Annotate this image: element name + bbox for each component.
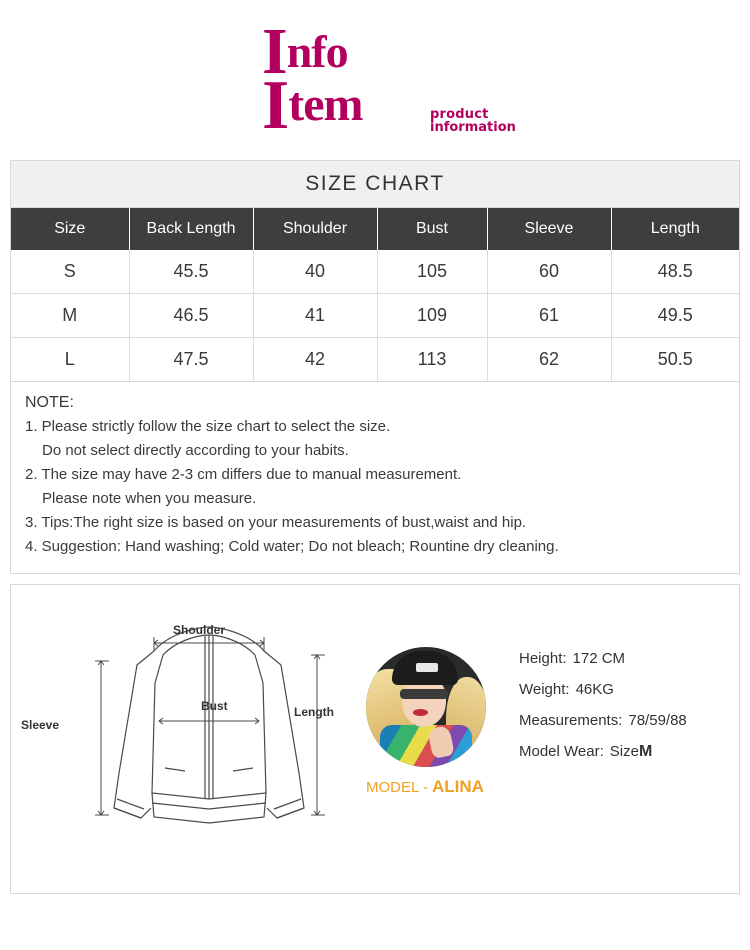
table-row: [11, 338, 739, 382]
spec-model-wear-value: Size: [609, 743, 639, 760]
spec-height-label: Height:: [519, 650, 567, 667]
table-header-row: [11, 208, 739, 250]
spec-measurements-label: Measurements:: [519, 712, 623, 729]
note-line-4: 4. Suggestion: Hand washing; Cold water; Do not bleach; Rountine dry cleaning.: [25, 538, 559, 555]
cell-size: L: [11, 338, 129, 382]
spec-model-wear-size: M: [638, 743, 653, 760]
cell-sleeve: 62: [487, 338, 611, 382]
sunglasses-icon: [400, 689, 448, 699]
logo-initial-i-2: I: [262, 67, 289, 144]
note-line-2: 2. The size may have 2-3 cm differs due to manual measurement.: [25, 466, 462, 483]
spec-height-value: 172 CM: [572, 650, 626, 667]
model-avatar: [366, 647, 486, 767]
column-header-sleeve: Sleeve: [487, 208, 611, 250]
logo-subtitle: [430, 108, 516, 134]
column-header-back-length: Back Length: [129, 208, 253, 250]
cell-sleeve: 60: [487, 250, 611, 294]
note-line-3: 3. Tips:The right size is based on your measurements of bust,waist and hip.: [25, 514, 527, 531]
spec-measurements-value: 78/59/88: [628, 712, 687, 729]
hat-label: [416, 663, 438, 672]
spec-height: [519, 643, 687, 674]
cell-back-length: 45.5: [129, 250, 253, 294]
cell-length: 50.5: [657, 349, 693, 369]
model-specs: [519, 643, 687, 767]
diagram-label-shoulder: Shoulder: [173, 623, 226, 637]
table-row: [11, 250, 739, 294]
logo-line-item: [262, 67, 363, 144]
size-chart-panel: [10, 160, 740, 574]
cell-sleeve: 61: [487, 294, 611, 338]
spec-weight: [519, 674, 687, 705]
logo-word-item: tem: [288, 78, 363, 131]
model-lips: [413, 709, 428, 716]
size-chart-title: SIZE CHART: [11, 161, 739, 208]
column-header-size: Size: [11, 208, 129, 250]
spec-model-wear-label: Model Wear:: [519, 743, 604, 760]
cell-bust: 113: [377, 338, 487, 382]
cell-size: S: [11, 250, 129, 294]
size-chart-table: [11, 208, 739, 381]
table-row: [11, 294, 739, 338]
diagram-label-bust: Bust: [201, 699, 228, 713]
spec-weight-value: 46KG: [575, 681, 614, 698]
cell-bust: 105: [377, 250, 487, 294]
note-line-1: 1. Please strictly follow the size chart to select the size.: [25, 418, 391, 435]
model-caption: [366, 777, 484, 797]
column-header-bust: Bust: [377, 208, 487, 250]
spec-weight-label: Weight:: [519, 681, 570, 698]
column-header-length: Length: [611, 208, 739, 250]
cell-size: M: [11, 294, 129, 338]
model-name: ALINA: [431, 777, 484, 796]
cell-shoulder: 41: [253, 294, 377, 338]
header-logo: [0, 0, 750, 160]
column-header-shoulder: Shoulder: [253, 208, 377, 250]
model-jacket: [380, 725, 472, 767]
logo-initial-i-1: I: [262, 15, 287, 88]
note-title: NOTE:: [25, 394, 74, 411]
note-section: [11, 381, 739, 573]
model-photo: [366, 647, 486, 767]
cell-bust: 109: [377, 294, 487, 338]
diagram-label-length: Length: [294, 705, 334, 719]
jacket-diagram-icon: [59, 603, 359, 853]
spec-measurements: [519, 705, 687, 736]
note-line-1b: Do not select directly according to your habits.: [42, 442, 349, 459]
cell-length: 48.5: [611, 250, 739, 294]
spec-model-wear: [519, 736, 687, 767]
note-line-2b: Please note when you measure.: [42, 490, 257, 507]
model-caption-prefix: MODEL -: [366, 779, 428, 796]
cell-length: 49.5: [611, 294, 739, 338]
logo-subtitle-line2: information: [430, 120, 516, 135]
cell-back-length: 47.5: [129, 338, 253, 382]
logo-inner: [262, 15, 522, 152]
measurement-panel: [10, 584, 740, 894]
logo-subtitle-line1: product: [430, 107, 489, 122]
diagram-label-sleeve: Sleeve: [21, 718, 60, 732]
logo-word-info: nfo: [286, 26, 348, 77]
cell-shoulder: 40: [253, 250, 377, 294]
cell-shoulder: 42: [253, 338, 377, 382]
cell-back-length: 46.5: [129, 294, 253, 338]
